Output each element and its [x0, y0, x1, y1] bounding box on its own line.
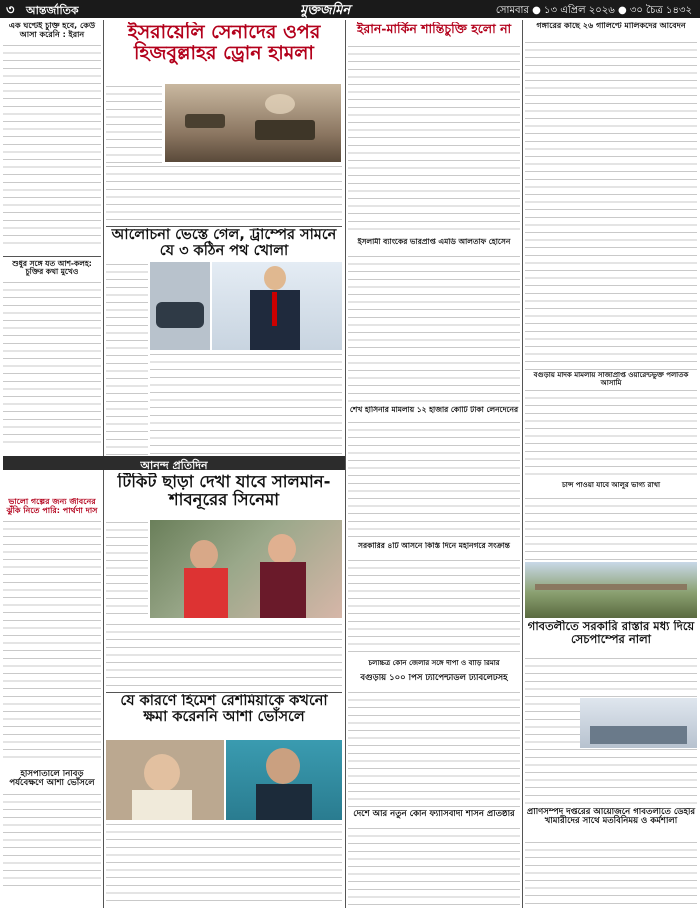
- article-himesh: [106, 694, 342, 738]
- article-israel-drone: [106, 22, 342, 82]
- rule: [106, 692, 342, 693]
- article-body-text: [150, 352, 342, 458]
- trump-photo: [212, 262, 342, 350]
- canal-photo: [525, 562, 697, 618]
- article-jhin: [348, 674, 520, 688]
- masthead: [0, 0, 700, 18]
- page-number: ৩: [6, 3, 15, 18]
- article-shanti: [3, 260, 101, 450]
- rule: [3, 256, 101, 257]
- article-valo: [3, 498, 101, 768]
- headline: টিকিট ছাড়া দেখা যাবে সালমান-শাবনূরের সিনেমা: [117, 473, 331, 510]
- headline: হাসপাতালে নিবিড় পর্যবেক্ষণে আশা ভোঁসলে: [9, 770, 95, 789]
- asha-bhosle-photo: [106, 740, 224, 820]
- column-divider: [522, 20, 523, 908]
- headline: বগুড়ায় ১০০ পিস ট্যাপেন্টাডল ট্যাবলেটসহ: [360, 674, 508, 683]
- article-body-text: [525, 40, 697, 370]
- section-name: আন্তর্জাতিক: [26, 4, 79, 17]
- column-divider: [345, 20, 346, 908]
- car-photo: [150, 262, 210, 350]
- article-salman: [106, 473, 342, 517]
- article-body-text: [348, 254, 520, 404]
- section-band: [3, 456, 345, 470]
- article-desh: [348, 810, 520, 824]
- issue-date: সোমবার ● ১৩ এপ্রিল ২০২৬ ● ৩০ চৈত্র ১৪৩২: [495, 5, 692, 16]
- paper-name: মুক্তজমিন: [300, 3, 351, 18]
- section-band-label: আনন্দ প্রতিদিন: [140, 459, 208, 472]
- article-prani: [525, 808, 697, 838]
- article-bogura: [525, 372, 697, 386]
- headline: চলচ্চিত্র কোন জেলার সঙ্গে দীপা ও বাড়ি রিমার: [368, 660, 500, 667]
- workshop-photo: [580, 698, 697, 748]
- article-hasina: [348, 406, 520, 418]
- article-body-text: [348, 690, 520, 808]
- article-toll: [525, 22, 697, 38]
- article-body-text: [3, 43, 101, 248]
- article-nakal: [525, 482, 697, 494]
- headline: আলোচনা ভেস্তে গেল, ট্রাম্পের সামনে যে ৩ কঠিন পথ খোলা: [111, 228, 337, 259]
- headline: গঙ্গারের কাছে ২৬ গালিণ্টে মালিকদের আবেদন: [536, 22, 686, 30]
- headline: যে কারণে হিমেশ রেশমিয়াকে কখনো ক্ষমা করেননি আশা ভোঁসলে: [120, 694, 328, 725]
- article-body-text: [106, 520, 148, 620]
- article-body-text: [106, 622, 342, 690]
- headline: গাবতলীতে সরকারি রাস্তার মধ্য দিয়ে সেচপাম্পের নালা: [527, 620, 695, 646]
- headline: ইসলামী ব্যাংকের ভারপ্রাপ্ত এমডি আলতাফ হোসেন: [357, 238, 511, 246]
- article-body-text: [3, 519, 101, 759]
- article-gabtoli: [525, 620, 697, 654]
- headline: বগুড়ায় মাদক মামলায় সাজাপ্রাপ্ত ওয়ারেন্টভুক্ত পলাতক আসামি: [533, 372, 689, 386]
- article-body-text: [525, 496, 697, 560]
- article-body-text: [3, 280, 101, 448]
- article-sorkar: [348, 542, 520, 556]
- headline: শুধুর সঙ্গে যত আশ-কলহ: চুক্তির কথা মুখেও: [12, 260, 92, 277]
- headline: শেখ হাসিনার মামলায় ১২ হাজার কোটি টাকা লেনদেনের: [349, 406, 519, 414]
- article-iran-war: [3, 22, 101, 254]
- film-still-photo: [150, 520, 342, 618]
- article-hospital: [3, 770, 101, 905]
- headline: ইসরায়েলি সেনাদের ওপর হিজবুল্লাহর ড্রোন হামলা: [127, 22, 321, 64]
- headline: সরকারির ৪টি আসনে কিস্তি দিনে মহানগরে সংক্রান্ত: [358, 542, 510, 550]
- headline: দেশে আর নতুন কোন ফ্যাসিবাদী শাসন প্রতিষ্ঠার: [353, 810, 515, 819]
- article-body-text: [106, 164, 342, 224]
- article-asha-list: [348, 660, 520, 672]
- article-body-text: [3, 792, 101, 892]
- article-body-text: [348, 558, 520, 658]
- article-body-text: [525, 840, 697, 906]
- article-body-text: [525, 388, 697, 480]
- tank-photo: [165, 84, 341, 162]
- headline: প্রাণিসম্পদ দপ্তরের আয়োজনে গাবতলীতে ডেইরি খামারীদের সাথে মতবিনিময় ও কর্মশালা: [526, 808, 696, 827]
- headline: ভালো গল্পের জন্য জীবনের ঝুঁকি নিতে পারি: পার্থণা দাস: [6, 498, 98, 515]
- himesh-photo: [226, 740, 342, 820]
- headline: চান্স পাওয়া যাবে আলুর ভাগ্য রাখা: [562, 482, 660, 489]
- headline: এক ঘণ্টেই চুক্তি হবে, কেউ আসা করেনি : ইরান: [8, 22, 96, 39]
- article-islami: [348, 238, 520, 252]
- headline: ইরান-মার্কিন শান্তিচুক্তি হলো না: [356, 22, 512, 36]
- article-body-text: [106, 822, 342, 906]
- article-body-text: [348, 420, 520, 540]
- article-body-text: [348, 44, 520, 236]
- article-body-text: [106, 262, 148, 462]
- article-body-text: [348, 826, 520, 906]
- rule: [106, 226, 342, 227]
- article-iran-us-talks: [348, 22, 520, 42]
